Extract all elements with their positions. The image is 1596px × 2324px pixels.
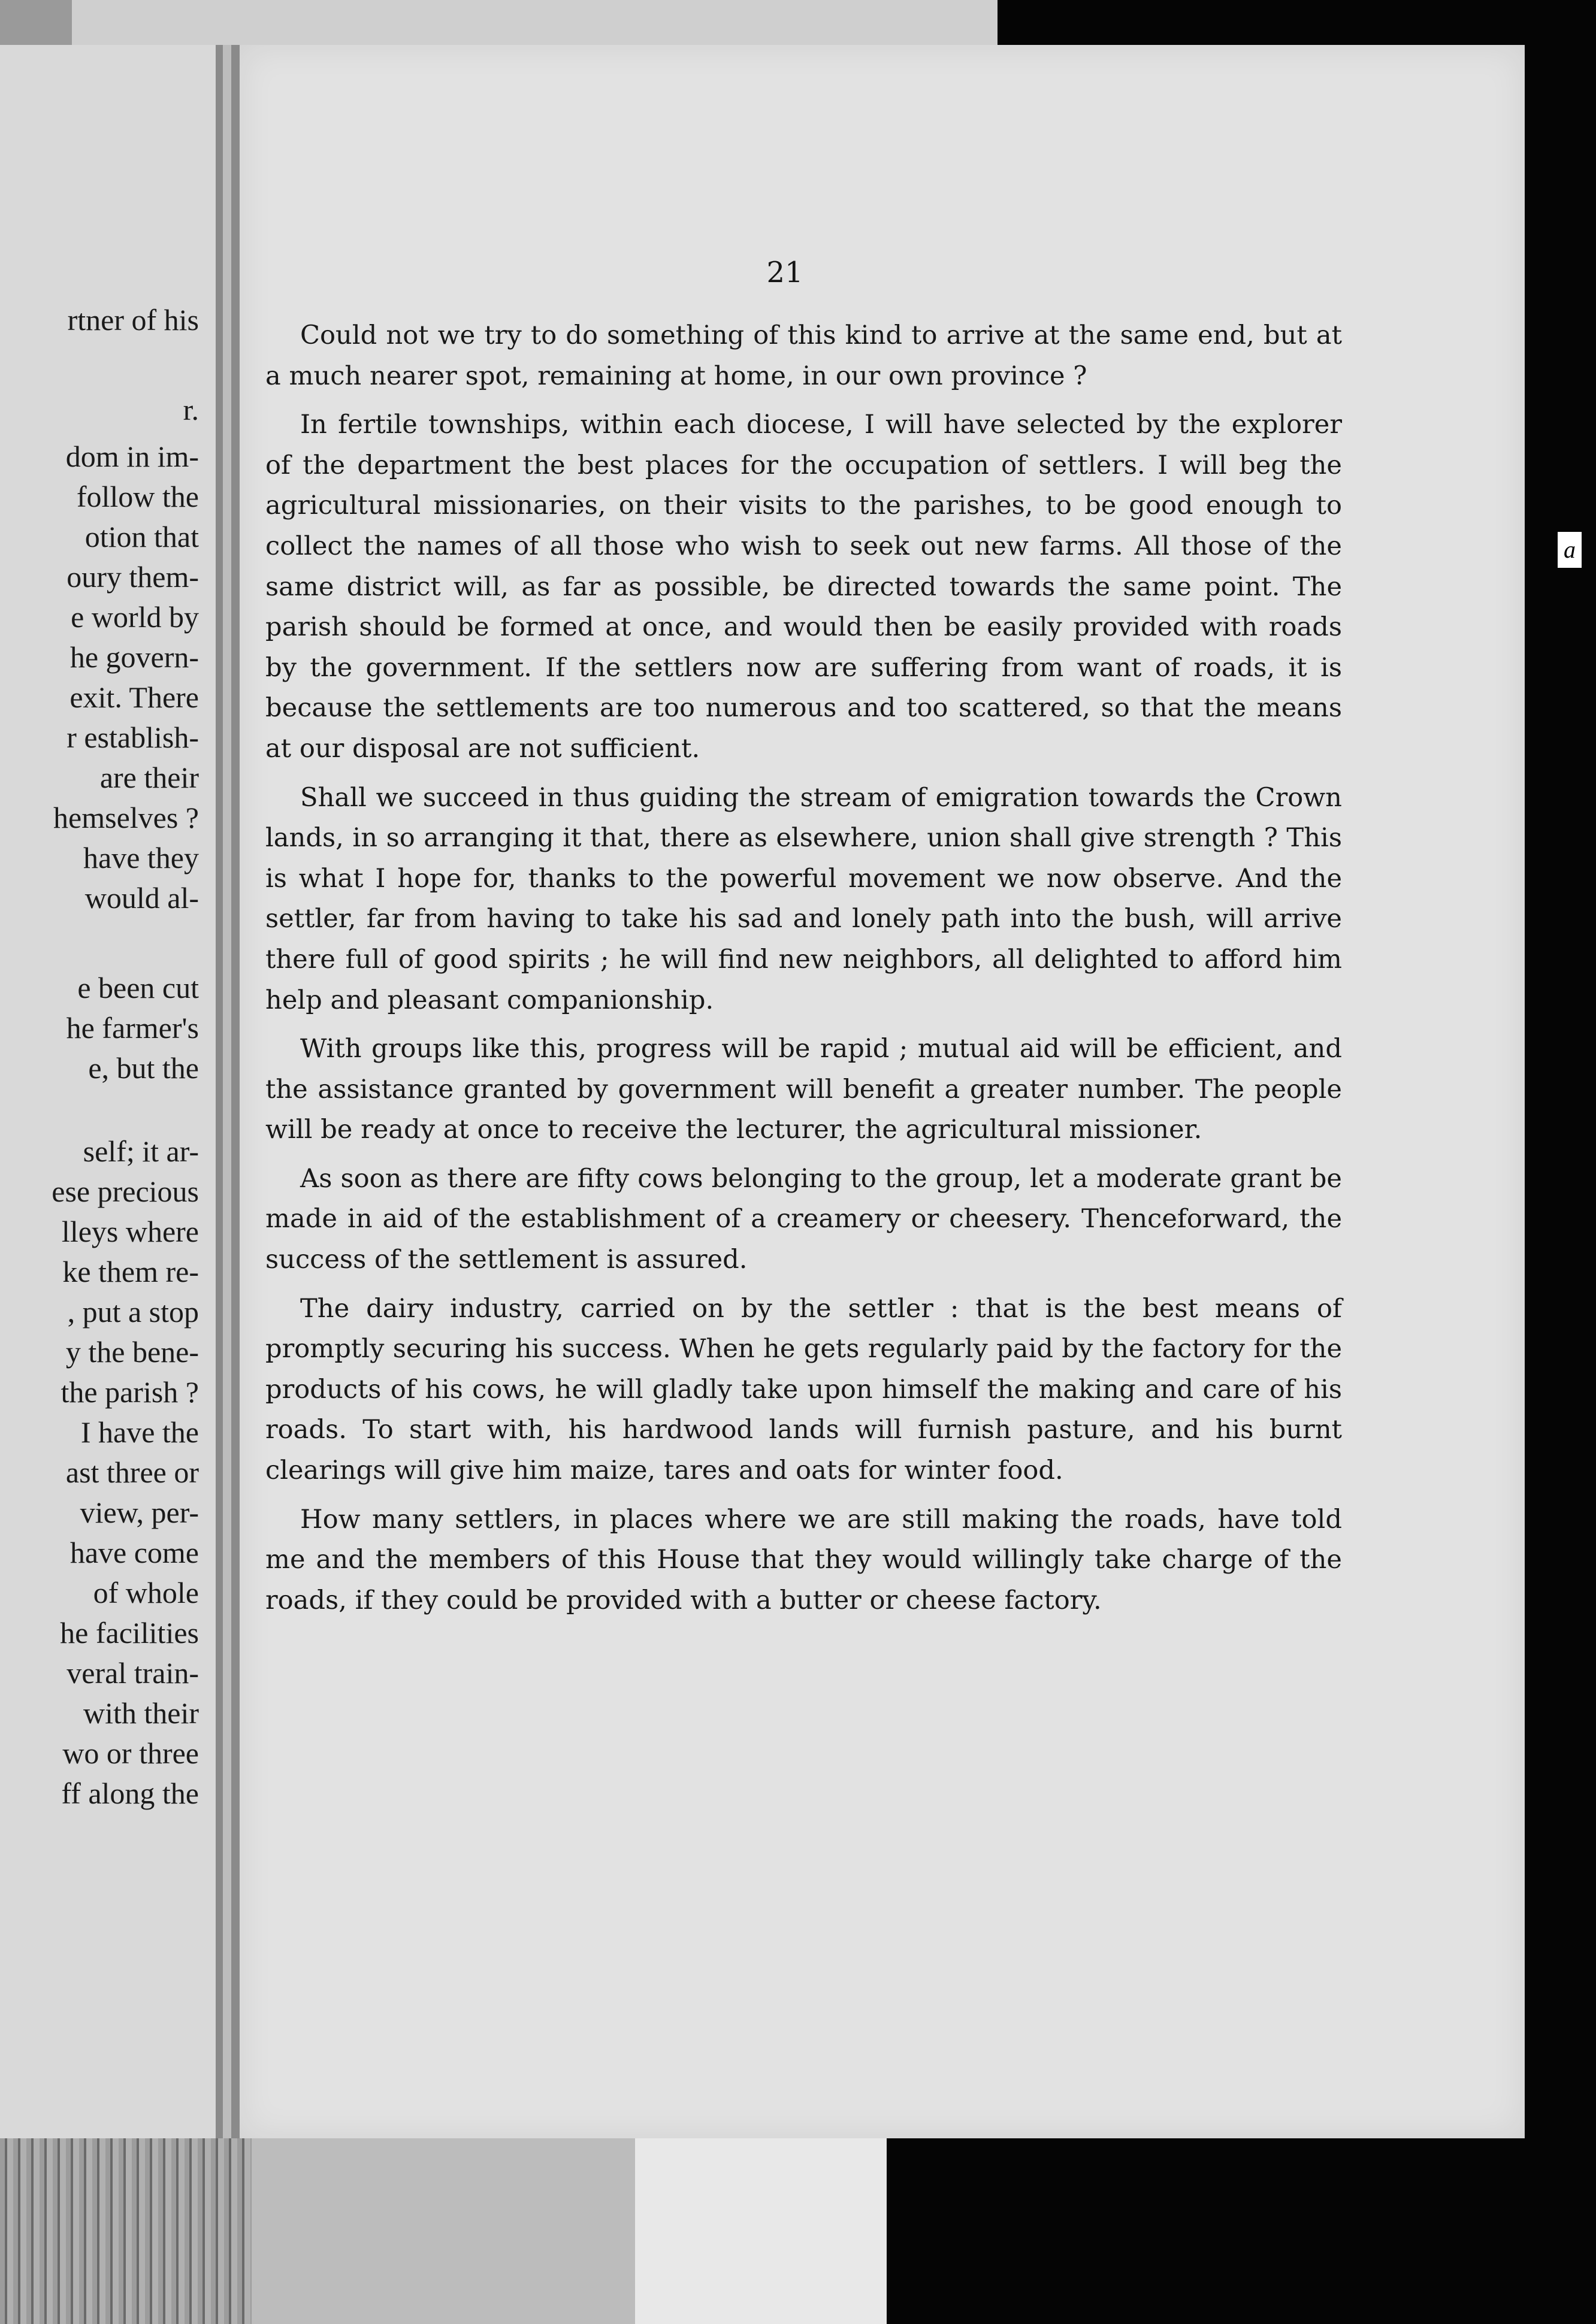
previous-page-line: e, but the — [88, 1051, 199, 1085]
previous-page-line: with their — [83, 1696, 199, 1730]
paragraph: How many settlers, in places where we are still making the roads, have told me and the members of this House that they would willingly take charge of the roads, if they could be provided with a butter or cheese factory. — [265, 1504, 1342, 1615]
page-body — [265, 316, 1342, 1629]
previous-page-line: he govern- — [69, 640, 199, 674]
previous-page-line: are their — [99, 761, 199, 794]
previous-page-line: self; it ar- — [83, 1134, 199, 1168]
previous-page-line: I have the — [80, 1415, 199, 1449]
margin-mark: a — [1558, 532, 1582, 568]
previous-page-line: rtner of his — [67, 303, 199, 337]
previous-page-line: he farmer's — [66, 1011, 199, 1045]
previous-page-line: follow the — [76, 480, 199, 513]
page-number: 21 — [766, 256, 803, 289]
page-stack-edge — [0, 2138, 252, 2324]
previous-page-line: e world by — [71, 600, 199, 634]
page-stack-bottom-light — [635, 2138, 887, 2324]
previous-page-line: wo or three — [62, 1736, 199, 1770]
previous-page-line: of whole — [93, 1576, 199, 1609]
previous-page-line: e been cut — [77, 971, 199, 1004]
paragraph: In fertile townships, within each diocese, I will have selected by the explorer of the department the best places for the occupation of settlers. I will beg the agricultural missionaries, on their visits to the parishes, to be good enough to collect the names of all those who wish to seek out new farms. All those of the same district will, as far as possible, be directed towards the same point. The parish should be formed at once, and would then be easily provided with roads by the government. If the settlers now are suffering from want of roads, it is because the settlements are too numerous and too scattered, so that the means at our disposal are not sufficient. — [265, 410, 1342, 764]
previous-page-line: have they — [83, 841, 199, 874]
page-binding-highlight — [223, 45, 231, 2171]
scan-top-edge — [0, 0, 998, 45]
previous-page-line: have come — [69, 1536, 199, 1569]
previous-page-line: lleys where — [61, 1215, 199, 1248]
previous-page-line: ast three or — [65, 1455, 199, 1489]
previous-page-line: r establish- — [66, 721, 199, 754]
previous-page-line: otion that — [84, 520, 199, 553]
scan-top-edge-shadow — [0, 0, 72, 45]
previous-page-line: ke them re- — [62, 1255, 199, 1288]
previous-page-line: ese precious — [52, 1175, 199, 1208]
previous-page-line: oury them- — [66, 560, 199, 594]
previous-page-line: veral train- — [66, 1656, 199, 1690]
previous-page-line: hemselves ? — [53, 801, 199, 834]
previous-page-line: ff along the — [61, 1777, 199, 1810]
previous-page-line: exit. There — [69, 680, 199, 714]
paragraph: Could not we try to do something of this kind to arrive at the same end, but at a much nearer spot, remaining at home, in our own province ? — [265, 320, 1342, 391]
previous-page-line: he facilities — [60, 1616, 199, 1650]
previous-page-line: would al- — [84, 881, 199, 915]
paragraph: As soon as there are fifty cows belonging to the group, let a moderate grant be made in aid of the establishment of a creamery or cheesery. Thenceforward, the success of the settlement is assured. — [265, 1163, 1342, 1275]
previous-page-fragment — [0, 45, 219, 2171]
previous-page-line: r. — [183, 393, 199, 426]
paragraph: With groups like this, progress will be rapid ; mutual aid will be efficient, and the assistance granted by government will benefit a greater number. The people will be ready at once to receive the lecturer, the agricultural missioner. — [265, 1034, 1342, 1145]
paragraph: The dairy industry, carried on by the settler : that is the best means of promptly securing his success. When he gets regularly paid by the factory for the products of his cows, he will gladly take upon himself the making and care of his roads. To start with, his hardwood lands will furnish pasture, and his burnt clearings will give him maize, tares and oats for winter food. — [265, 1293, 1342, 1486]
previous-page-line: view, per- — [80, 1496, 199, 1529]
paragraph: Shall we succeed in thus guiding the stream of emigration towards the Crown lands, in so arranging it that, there as elsewhere, union shall give strength ? This is what I hope for, thanks to the powerful movement we now observe. And the settler, far from having to take his sad and lonely path into the bush, will arrive there full of good spirits ; he will find new neighbors, all delighted to afford him help and pleasant companionship. — [265, 782, 1342, 1015]
previous-page-line: dom in im- — [65, 440, 199, 473]
previous-page-line: the parish ? — [61, 1375, 199, 1409]
previous-page-line: y the bene- — [65, 1335, 199, 1369]
previous-page-line: , put a stop — [67, 1295, 199, 1329]
